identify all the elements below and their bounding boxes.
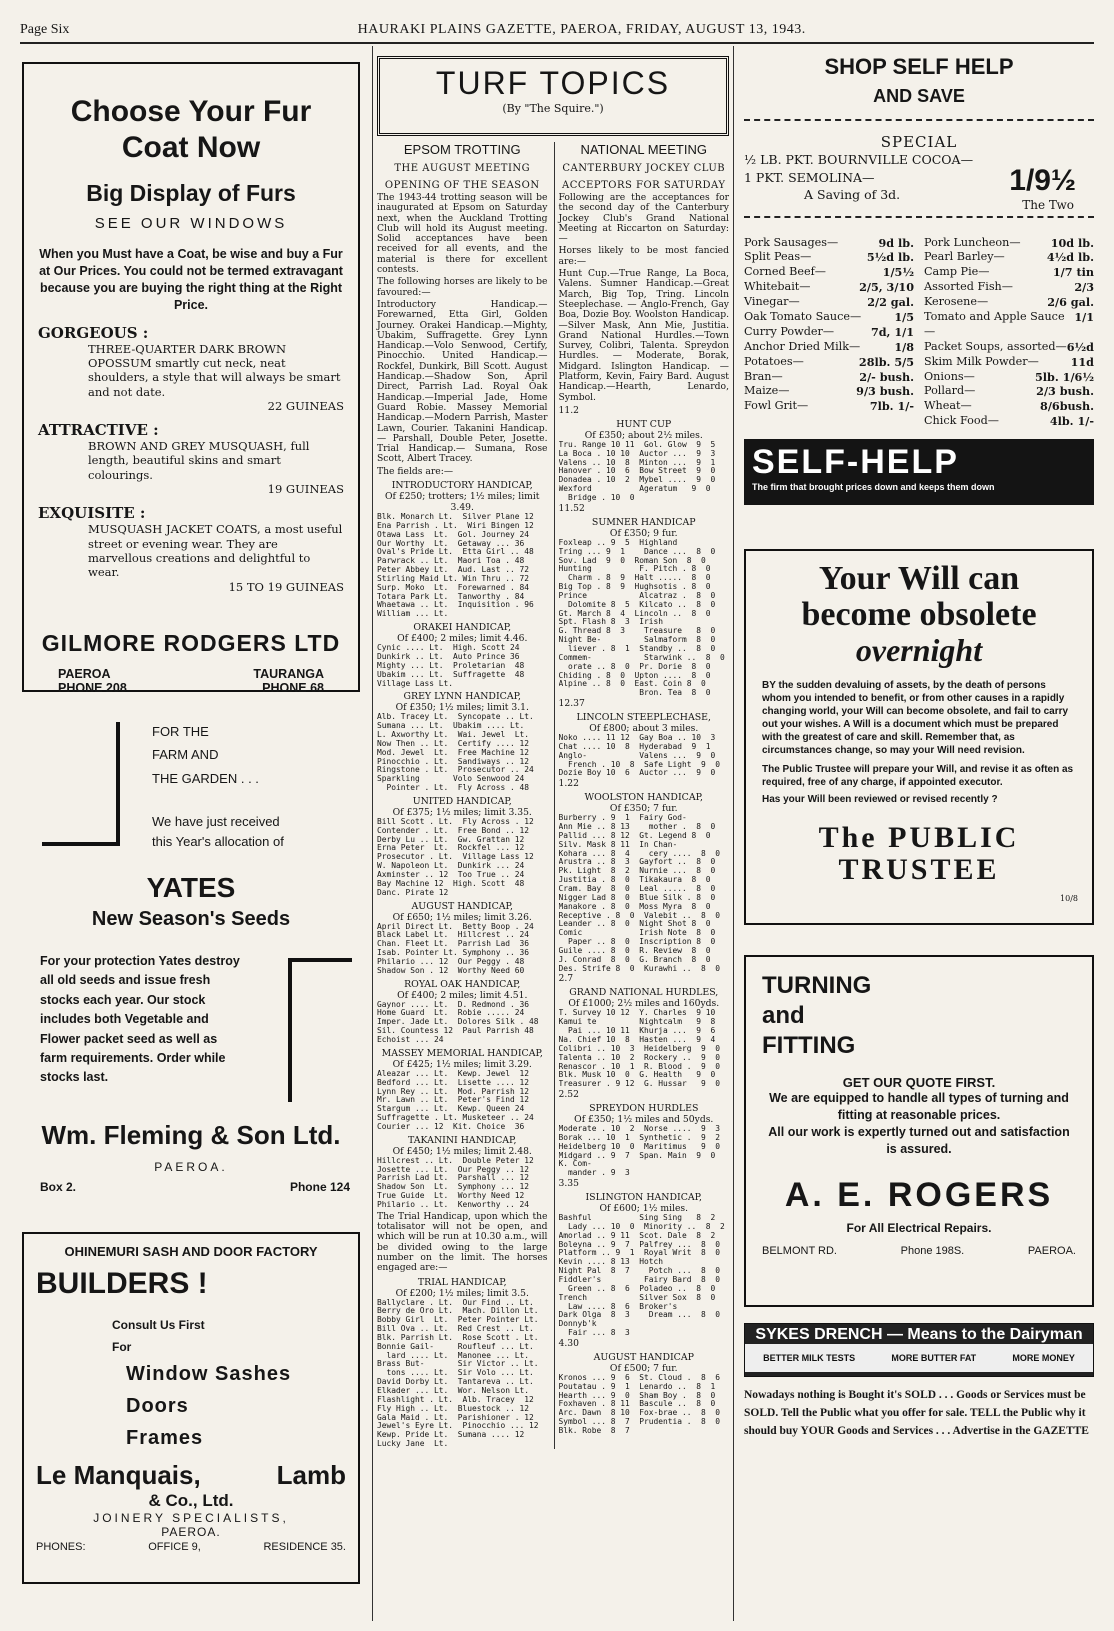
price-row [744,384,914,399]
price-value: 2/3 bush. [1036,384,1094,399]
consult-line: Consult Us First [112,1318,205,1332]
race-field: Bashful Sing Sing 8 2 Lady ... 10 0 Minority .. 8 2 Amorlad .. 9 11 Scot. Dale 8 2 Boleyna .. 9 7 Palfrey ... 8 0 Platform .. 9 1 Royal Writ 8 0 Kevin .... 8 13 Hotch Night Pal 8 7 Potch ... 8 0 Fiddler's Fairy Bard 8 0 Green .. 8 6 Poladeo .. 8 0 Trench Silver Sox 8 0 Law .... 8 6 Broker's Dark Olga 8 3 Dream ... 8 0 Donnyb'k Fair ... 8 3 [558,1214,725,1338]
race-time: 2.52 [558,1089,579,1101]
fleming-box: Box 2. [40,1180,77,1194]
race-name: AUGUST HANDICAP, [411,900,513,912]
sykes-drench-ad [744,1323,1094,1377]
advertise-notice: Nowadays nothing is Bought it's SOLD . . . Goods or Services must be SOLD. Tell the Public what you offer for sale. TELL the Public why it should buy YOUR Goods and Services . . . Advertise in the GAZETTE [744,1389,1089,1437]
race-field: Gaynor .... Lt. D. Redmond . 36 Home Guard Lt. Robie ..... 24 Imper. Jade Lt. Dolores Silk . 48 Sil. Countess 12 Paul Parrish 48 Echoist ... 24 [377,1000,539,1044]
price-row [744,340,914,355]
price-item: Anchor Dried Milk— [744,339,861,353]
turning-title: FITTING [762,1032,856,1060]
received-text [152,812,284,851]
special-label: SPECIAL [880,133,958,151]
address-street: BELMONT RD. [762,1244,837,1257]
will-body: The Public Trustee will prepare your Will, and revise it as often as required, free of any charge, if appointed executor. [762,764,1074,789]
fur-firm-name: GILMORE RODGERS LTD [41,629,341,656]
race-conditions: Of £200; 1½ miles; limit 3.5. [395,1287,529,1299]
turning-fitting-ad [744,955,1094,1307]
race-entry [559,1338,730,1436]
branch-town: TAURANGA [253,666,324,681]
race-name: UNITED HANDICAP, [412,795,512,807]
race-conditions: Of £800; about 3 miles. [589,723,699,735]
price-value: 9d lb. [878,235,914,250]
price-row [744,370,914,385]
section-heading: EPSOM TROTTING [403,142,521,157]
will-headline: Your Will can [818,560,1020,598]
article-paragraph: The following horses are likely to be favoured:— [377,276,548,298]
masthead [20,18,1094,44]
fur-item [38,324,344,414]
received-line: We have just received [152,814,280,829]
article-paragraph: Introductory Handicap.— Forewarned, Etta Girl, Golden Journey. Orakei Handicap.—Mighty, Ubakim, Suffragette. Grey Lynn Handicap.—Volo Senwood, Certify, Pinocchio. United Handicap.—Rockfel, Dunkirk, Bill Scott. August Handicap.—Shadow Son, April Direct, Parrish Lad. Royal Oak Handicap.—Imperial Jade, Home Guard Robie. Massey Memorial Handicap.—Modern Parrish, Master Lawn, Courier. Takanini Handicap.— Parshall, Double Peter, Josette. Trial Handicap.— Sumana, Rose Scott, Albert Tracey. [377,298,548,465]
price-value: 1/5½ [882,265,914,280]
price-row [744,250,914,265]
special-the-two: The Two [1022,198,1074,212]
price-value: 10d lb. [1050,235,1094,250]
price-value: 1/8 [894,339,914,354]
race-field: Moderate . 10 2 Norse .... 9 3 Borak ... 10 1 Synthetic . 9 2 Heidelberg 10 0 Maritimus 9 0 Midgard .. 9 7 Span. Main 9 0 K. Com- mander . 9 3 [558,1125,721,1178]
fur-category: EXQUISITE : [38,504,146,523]
section-subheading: CANTERBURY JOCKEY CLUB [562,163,726,174]
section-subheading: ACCEPTORS FOR SATURDAY [562,180,726,191]
race-entry [377,979,548,1045]
fleming-town: PAEROA. [154,1160,228,1174]
price-row [924,236,1094,251]
builders-firm-name [36,1460,346,1491]
race-field: Burberry . 9 1 Fairy God- Ann Mie .. 8 13 mother . 8 0 Pallid ... 8 12 Gt. Legend 8 0 Silv. Mask 8 11 In Chan- Kohara ... 8 4 cery .... 8 0 Arustra .. 8 3 Gayfort .. 8 0 Pk. Light 8 2 Nurnie ... 8 0 Justitia . 8 0 Tikakaura 8 0 Cram. Bay 8 0 Leal ..... 8 0 Nigger Lad 8 0 Blue Silk . 8 0 Manakore . 8 0 Moss Myra 8 0 Receptive . 8 0 Valebit .. 8 0 Leander .. 8 0 Night Shot 8 0 Comic Irish Note 8 0 Paper .. 8 0 Inscription 8 0 Guile .... 8 0 R. Review 8 0 J. Conrad 8 0 G. Branch 8 0 Des. Strife 8 0 Kurawhi .. 8 0 [558,814,721,973]
race-entry [377,1048,548,1132]
right-column [744,46,1094,1621]
price-row [744,355,914,370]
article-paragraph: Following are the acceptances for the second day of the Canterbury Jockey Club's Grand National Meeting at Riccarton on Saturday:— [558,192,729,245]
article-paragraph: Hunt Cup.—True Range, La Boca, Valens. Sumner Handicap.—Great March, Big Top, Tring. Lincoln Steeplechase. — Anglo-French, Gay Boa, Dozie Boy. Woolston Handicap.—Silver Mask, Ann Mie, Justitia. Grand National Hurdles.—Town Survey, Colibri, Talenta. Spreydon Hurdles. — Moderate, Borak, Midgard. Islington Handicap. — Platform, Kevin, Fairy Bard. August Handicap.—Hearth, Lenardo, Symbol. [558,268,729,403]
price-row [744,310,914,325]
office-phone: OFFICE 9, [148,1541,201,1554]
price-item: Chick Food— [924,414,999,428]
price-value: 28lb. 5/5 [858,354,914,369]
price-value: 5lb. 1/6½ [1035,369,1094,384]
farm-line: THE GARDEN . . . [152,770,259,786]
for-line: For [112,1339,132,1354]
price-row [924,265,1094,280]
rogers-firm-name: A. E. ROGERS [784,1175,1054,1214]
will-body: BY the sudden devaluing of assets, by the death of persons whom you intended to benefit, or from other causes in a rapidly changing world, your Will can become obsolete, and fail to carry out your wishes. A Will is a document which must be prepared with the greatest of care and skill. Remember that, as circumstances change, so may your Will need revision. [762,680,1069,757]
race-name: GREY LYNN HANDICAP, [403,691,521,703]
electrical-repairs: For All Electrical Repairs. [846,1220,992,1235]
race-name: SUMNER HANDICAP [591,516,696,528]
seeds-protection-text: For your protection Yates destroy all old seeds and issue fresh stocks each year. Our stock includes both Vegetable and Flower packet seed as well as farm requirements. Order while stocks last. [40,954,240,1085]
public-trustee-logo: The PUBLIC [818,821,1020,855]
will-question: Has your Will been reviewed or revised recently ? [762,794,998,806]
fur-item [38,504,344,594]
race-conditions: Of £400; 2 miles; limit 4.46. [397,633,528,645]
fleming-firm-name: Wm. Fleming & Son Ltd. [41,1120,341,1150]
newspaper-title: HAURAKI PLAINS GAZETTE, PAEROA, FRIDAY, AUGUST 13, 1943. [357,22,806,37]
race-field: Alb. Tracey Lt. Syncopate .. Lt. Sumana ... Lt. Ubakim .... Lt. L. Axworthy Lt. Wai. Jewel Lt. Now Then .. Lt. Certify .... 12 Mod. Jewel Lt. Free Machine 12 Pinocchio . Lt. Sandiways .. 12 Ringstone . Lt. Prosecutor .. 24 Sparkling Volo Senwood 24 Pointer . Lt. Fly Across . 48 [377,713,534,793]
builder-item: Frames [126,1427,204,1450]
fur-item [38,421,344,496]
self-help-logo: SELF-HELP [752,443,959,482]
race-entry [377,691,548,793]
price-row [924,399,1094,414]
fleming-phone: Phone 124 [289,1180,350,1194]
race-entry [559,1178,730,1338]
price-value: 2/6 gal. [1047,295,1094,310]
fur-category: GORGEOUS : [38,323,149,342]
price-value: 4½d lb. [1046,250,1094,265]
price-item: Tomato and Apple Sauce— [924,309,1065,338]
decorative-bracket [42,722,120,846]
builders-ad [22,1232,360,1584]
farm-garden-text [152,720,259,790]
race-conditions: Of £1000; 2½ miles and 160yds. [568,998,720,1010]
race-field: Foxleap .. 9 5 Highland Tring ... 9 1 Dance ... 8 0 Sov. Lad 9 0 Roman Son 8 0 Hunting F. Pitch . 8 0 Charm . 8 9 Halt ..... 8 0 Big Top . 8 9 Hughsotis . 8 0 Prince Alcatraz . 8 0 Dolomite 8 5 Kilcato .. 8 0 Gt. March 8 4 Lincoln .. 8 0 Spt. Flash 8 3 Irish G. Thread 8 3 Treasure 8 0 Night Be- Salmaform 8 0 liever . 8 1 Standby .. 8 0 Commem- Starwink .. 8 0 orate .. 8 0 Pr. Dorie 8 0 Chiding . 8 0 Upton .... 8 0 Alpine .. 8 0 East. Coin 8 0 Bron. Tea 8 0 [558,538,725,698]
branch-phone: PHONE 68 [262,680,324,695]
price-value: 8/6bush. [1040,399,1094,414]
branch-phone: PHONE 208 [58,680,127,695]
divider [744,216,1094,218]
yates-title: YATES [146,872,236,903]
fur-intro: When you Must have a Coat, be wise and buy a Fur at Our Prices. You could not be termed extravagant because you are buying the right thing at the Right Price. [39,247,343,312]
price-value: 2/2 gal. [867,295,914,310]
price-row [744,325,914,340]
fur-subhead: Big Display of Furs [86,180,296,206]
race-time: 4.30 [558,1337,579,1349]
race-conditions: Of £425; 1½ miles; limit 3.29. [392,1058,532,1070]
yates-seeds-ad [22,712,360,1232]
address-phone: Phone 198S. [900,1244,965,1257]
race-name: INTRODUCTORY HANDICAP, [391,480,533,492]
race-time: 12.37 [558,698,585,710]
race-field: Kronos ... 9 6 St. Cloud . 8 6 Poutatau . 9 1 Lenardo .. 8 1 Hearth ... 9 0 Sham Boy . 8 0 Foxhaven . 8 11 Bascule .. 8 0 Arc. Dawn 8 10 Fox-brae .. 8 0 Symbol ... 8 7 Prudentia . 8 0 Blk. Robe 8 7 [558,1373,721,1435]
race-conditions: Of £250; trotters; 1½ miles; limit 3.49. [385,491,540,514]
price-row [744,399,914,414]
price-row [744,265,914,280]
fur-headline-1: Choose Your Fur [70,95,312,128]
fur-description: BROWN AND GREY MUSQUASH, full length, beautiful skins and smart colourings. [88,439,310,482]
price-item: Pollard— [924,384,976,398]
race-entry [559,973,730,1089]
fur-description: THREE-QUARTER DARK BROWN OPOSSUM smartly cut neck, neat shoulders, a style that will always be smart and not date. [88,341,341,399]
section-subheading: THE AUGUST MEETING [394,163,531,174]
phones-label: PHONES: [36,1541,86,1554]
sykes-title: SYKES DRENCH — Means to the Dairyman [755,1326,1083,1344]
farm-line: FARM AND [152,747,219,763]
race-name: LINCOLN STEEPLECHASE, [576,712,711,724]
price-item: Pork Sausages— [744,235,839,249]
public-trustee-ad [744,549,1094,925]
fur-see-windows: SEE OUR WINDOWS [94,215,288,232]
special-line: ½ LB. PKT. BOURNVILLE COCOA— [744,152,974,167]
race-name: HUNT CUP [616,418,672,430]
race-conditions: Of £500; 7 fur. [609,1362,678,1374]
quote-text: GET OUR QUOTE FIRST. [842,1075,996,1091]
fur-coat-ad [22,62,360,695]
section-heading: NATIONAL MEETING [580,142,707,157]
price-row [744,280,914,295]
price-column-left [744,236,914,430]
race-name: AUGUST HANDICAP [593,1351,694,1363]
race-entry [559,503,730,698]
fur-branches [38,667,344,695]
race-field: Aleazar ... Lt. Kewp. Jewel 12 Bedford ... Lt. Lisette .... 12 Lynn Rey .. Lt. Mod. Parrish 12 Mr. Lawn .. Lt. Peter's Find 12 Stargum ... Lt. Kewp. Queen 24 Suffragette . Lt. Musketeer .. 24 Courier ... 12 Kit. Choice 36 [377,1069,534,1131]
rogers-address [762,1245,1076,1257]
race-name: TAKANINI HANDICAP, [408,1134,517,1146]
race-field: Cynic .... Lt. High. Scott 24 Dunkirk .. Lt. Auto Prince 36 Mighty ... Lt. Proletarian 48 Ubakim ... Lt. Suffragette 48 Village Lass Lt. [377,644,525,688]
builder-item: Window Sashes [126,1363,292,1386]
race-field: Blk. Monarch Lt. Silver Plane 12 Ena Parrish . Lt. Wiri Bingen 12 Otawa Lass Lt. Gol. Journey 24 Our Worthy Lt. Getaway ... 36 Oval's Pride Lt. Etta Girl .. 48 Parwrack .. Lt. Maori Toa . 48 Peter Abbey Lt. Aud. Last .. 72 Stirling Maid Lt. Win Thru .. 72 Surp. Moko Lt. Forewarned . 84 Totara Park Lt. Tanworthy . 84 Whaetawa .. Lt. Inquisition . 96 William ... Lt. [377,513,534,619]
price-row [924,250,1094,265]
received-line: this Year's allocation of [152,833,284,849]
price-column-right [924,236,1094,430]
shop-subtitle: AND SAVE [873,86,965,106]
price-value: 1/7 tin [1052,265,1094,280]
price-value: 1/1 [1074,309,1094,324]
firm-name-part: Le Manquais, [36,1460,201,1491]
price-value: 1/5 [894,309,914,324]
price-item: Pearl Barley— [924,250,1005,264]
self-help-banner [744,439,1094,505]
price-row [744,236,914,251]
decorative-bracket [288,958,352,1102]
shop-self-help-ad [744,46,1094,505]
race-entry [559,698,730,778]
fur-description: MUSQUASH JACKET COATS, a most useful street or evening wear. They are marvellous creations and delightful to wear. [88,522,343,580]
race-entry [377,1277,548,1449]
price-item: Curry Powder— [744,324,835,338]
price-item: Maize— [744,384,790,398]
special-price: 1/9½ [1009,164,1076,197]
builders-company: & Co., Ltd. [148,1491,234,1511]
price-item: Split Peas— [744,250,812,264]
satisfaction-text: All our work is expertly turned out and satisfaction is assured. [768,1124,1070,1156]
shop-title: SHOP SELF HELP [824,54,1014,79]
turf-topics-header [377,56,729,136]
price-value: 2/- bush. [859,369,914,384]
price-value: 6½d [1066,339,1094,354]
fur-headline-2: Coat Now [121,131,261,164]
price-item: Skim Milk Powder— [924,354,1039,368]
article-paragraph: The fields are:— [377,465,454,477]
fur-price: 22 GUINEAS [267,399,344,413]
price-item: Packet Soups, assorted— [924,339,1067,353]
price-item: Wheat— [924,399,972,413]
price-row [924,340,1094,355]
sykes-benefit: BETTER MILK TESTS [763,1353,856,1364]
race-time: 3.35 [558,1178,579,1190]
race-field: April Direct Lt. Betty Boop . 24 Black Label Lt. Hillcrest .. 24 Chan. Fleet Lt. Parrish Lad 36 Isab. Pointer Lt. Symphony .. 36 Philario ... 12 Our Peggy . 48 Shadow Son . 12 Worthy Need 60 [377,922,534,975]
race-conditions: Of £350; about 2½ miles. [584,429,703,441]
race-field: T. Survey 10 12 Y. Charles 9 10 Kamui te Nightcalm 9 8 Pai ... 10 11 Khurja ... 9 6 Na. Chief 10 8 Hasten ... 9 4 Colibri .. 10 3 Heidelberg 9 0 Talenta .. 10 2 Rockery .. 9 0 Renascor . 10 1 R. Blood . 9 0 Blk. Musk 10 0 G. Health 9 0 Treasurer . 9 12 G. Hussar 9 0 [558,1009,721,1089]
race-entry [559,405,730,503]
consult-text [112,1315,346,1358]
address-town: PAEROA. [1027,1244,1076,1257]
factory-name: OHINEMURI SASH AND DOOR FACTORY [64,1244,318,1259]
will-headline: become obsolete [801,595,1037,633]
builder-item: Doors [126,1395,189,1418]
price-item: Kerosene— [924,295,989,309]
article-paragraph: Horses likely to be most fancied are:— [558,245,729,267]
turf-byline: (By "The Squire.") [502,102,604,115]
self-help-tagline: The firm that brought prices down and keeps them down [752,482,995,493]
race-time: 2.7 [558,973,574,985]
race-conditions: Of £350; 1½ miles; limit 3.1. [395,702,529,714]
turf-body [377,142,729,1449]
race-field: Ballyclare . Lt. Our Find .. Lt. Berry de Oro Lt. Mach. Dillon Lt. Bobby Girl Lt. Peter Pointer Lt. Bill Ova .. Lt. Red Crest .. Lt. Blk. Parrish Lt. Rose Scott . Lt. Bonnie Gail- Roufleuf ... Lt. lard .... Lt. Manonee ... Lt. Brass But- Sir Victor .. Lt. tons .... Lt. Sir Volo ... Lt. David Dorby Lt. Tantareva .. Lt. Elkader ... Lt. Wor. Nelson Lt. Flashlight . Lt. Alb. Tracey 12 Fly High .. Lt. Bluestock .. 12 Gala Maid . Lt. Parishioner . 12 Jewel's Eyre Lt. Pinocchio ... 12 Kewp. Pride Lt. Sumana .... 12 Lucky Jane Lt. [377,1298,539,1449]
price-value: 2/5, 3/10 [859,280,914,295]
article-paragraph: The 1943-44 trotting season will be inaugurated at Epsom on Saturday next, when the Auckland Trotting Club will hold its August meeting. Solid acceptances have been received for all events, and the material is there for excellent contests. [377,192,548,276]
builders-phones [36,1541,346,1553]
turf-title: TURF TOPICS [435,65,671,101]
article-paragraph: The Trial Handicap, upon which the totalisator will not be open, and which will be run at 10.30 a.m., will be divided owing to the large number on the limit. The horses engaged are:— [377,1210,548,1274]
race-conditions: Of £350; 1½ miles and 50yds. [574,1114,714,1126]
fur-category: ATTRACTIVE : [38,421,159,439]
left-column [22,46,360,1621]
price-value: 7d, 1/1 [870,324,914,339]
price-item: Pork Luncheon— [924,235,1021,249]
turning-title: and [762,1002,805,1030]
race-field: Noko .... 11 12 Gay Boa .. 10 3 Chat .... 10 8 Hyderabad 9 1 Anglo- Valens ... 9 0 French . 10 8 Safe Light 9 0 Dozie Boy 10 6 Auctor ... 9 0 [558,734,721,778]
fur-price: 15 TO 19 GUINEAS [228,579,344,594]
residence-phone: RESIDENCE 35. [263,1541,346,1554]
race-entry [377,1135,548,1210]
builders-town: PAEROA. [161,1525,221,1540]
epsom-trotting [377,142,548,1449]
will-headline-italic: overnight [855,632,983,669]
race-field: Hillcrest .. Lt. Double Peter 12 Josette ... Lt. Our Peggy .. 12 Parrish Lad Lt. Parshall ... 12 Shadow Son Lt. Symphony ... 12 True Guide Lt. Worthy Need 12 Philario .. Lt. Kenworthy .. 24 [377,1156,534,1209]
equipped-text: We are equipped to handle all types of turning and fitting at reasonable prices. [769,1091,1069,1122]
price-list [744,236,1094,430]
ad-code: 10/8 [1060,894,1078,904]
race-conditions: Of £650; 1½ miles; limit 3.26. [392,911,532,923]
price-item: Oak Tomato Sauce— [744,309,862,323]
price-value: 7lb. 1/- [869,399,914,414]
price-value: 5½d lb. [866,250,914,265]
price-item: Whitebait— [744,280,811,294]
national-meeting [554,142,730,1449]
race-conditions: Of £450; 1½ miles; limit 2.48. [392,1145,532,1157]
race-entry [377,622,548,688]
race-entry [377,796,548,898]
special-line: 1 PKT. SEMOLINA— [744,169,875,185]
race-conditions: Of £400; 2 miles; limit 4.51. [397,989,528,1001]
divider [744,119,1094,121]
turning-title: TURNING [762,972,872,1000]
price-value: 2/3 [1074,280,1094,295]
price-value: 9/3 bush. [856,384,914,399]
price-item: Corned Beef— [744,265,826,279]
race-name: TRIAL HANDICAP, [417,1276,507,1288]
sykes-benefit: MORE MONEY [1012,1353,1075,1364]
race-conditions: Of £350; 9 fur. [609,527,678,539]
race-entry [559,778,730,973]
race-entry [559,1089,730,1178]
race-name: ORAKEI HANDICAP, [413,622,512,634]
sykes-benefit: MORE BUTTER FAT [891,1353,977,1364]
fur-price: 19 GUINEAS [267,482,344,497]
price-item: Assorted Fish— [924,280,1013,294]
price-row [924,370,1094,385]
price-value: 4lb. 1/- [1049,414,1094,429]
price-row [924,355,1094,370]
race-name: ROYAL OAK HANDICAP, [404,978,521,990]
branch-town: PAEROA [58,666,111,681]
race-entry [377,480,548,619]
race-name: ISLINGTON HANDICAP, [585,1192,703,1204]
race-conditions: Of £350; 7 fur. [609,803,678,815]
turf-topics-column [372,46,734,1621]
firm-name-part: Lamb [276,1460,346,1491]
price-row [744,295,914,310]
race-time: 11.52 [558,502,585,514]
public-trustee-logo: TRUSTEE [838,852,1000,886]
race-conditions: Of £375; 1½ miles; limit 3.35. [392,806,532,818]
race-name: WOOLSTON HANDICAP, [584,792,703,804]
price-row [924,384,1094,399]
builders-specialists: JOINERY SPECIALISTS, [93,1511,289,1526]
price-item: Fowl Grit— [744,399,809,413]
race-conditions: Of £600; 1½ miles. [599,1203,689,1215]
price-item: Bran— [744,369,783,383]
race-field: Tru. Range 10 11 Gol. Glow 9 5 La Boca . 10 10 Auctor ... 9 3 Valens .. 10 8 Minton ... 9 1 Hanover . 10 6 Bow Street 9 0 Donadea . 10 2 Mybel .... 9 0 Wexford Ageratum 9 0 Bridge . 10 0 [558,440,716,502]
race-entry [377,901,548,976]
price-row [924,414,1094,429]
price-value: 11d [1070,354,1094,369]
page-number: Page Six [20,22,70,37]
section-subheading: OPENING OF THE SEASON [384,180,540,191]
price-item: Camp Pie— [924,265,990,279]
price-item: Potatoes— [744,354,804,368]
race-field: Bill Scott . Lt. Fly Across . 12 Contender . Lt. Free Bond .. 12 Derby Lu .. Lt. Gw. Grattan 12 Erna Peter Lt. Rockfel ... 12 Prosecutor . Lt. Village Lass 12 W. Napoleon Lt. Dunkirk ... 24 Axminster .. 12 Too True .. 24 Bay Machine 12 High. Scott 48 Danc. Pirate 12 [377,817,534,897]
race-name: GRAND NATIONAL HURDLES, [569,987,719,999]
price-row [924,310,1094,340]
race-name: SPREYDON HURDLES [589,1103,699,1115]
race-time: 11.2 [558,404,579,416]
sykes-benefits [745,1344,1093,1372]
race-name: MASSEY MEMORIAL HANDICAP, [381,1047,543,1059]
price-item: Vinegar— [744,295,800,309]
farm-line: FOR THE [152,724,209,739]
price-item: Onions— [924,369,975,383]
special-saving: A Saving of 3d. [804,187,901,202]
price-row [924,295,1094,310]
race-time: 1.22 [558,778,579,790]
builders-title: BUILDERS ! [36,1267,208,1300]
price-row [924,280,1094,295]
seeds-subtitle: New Season's Seeds [91,908,291,930]
